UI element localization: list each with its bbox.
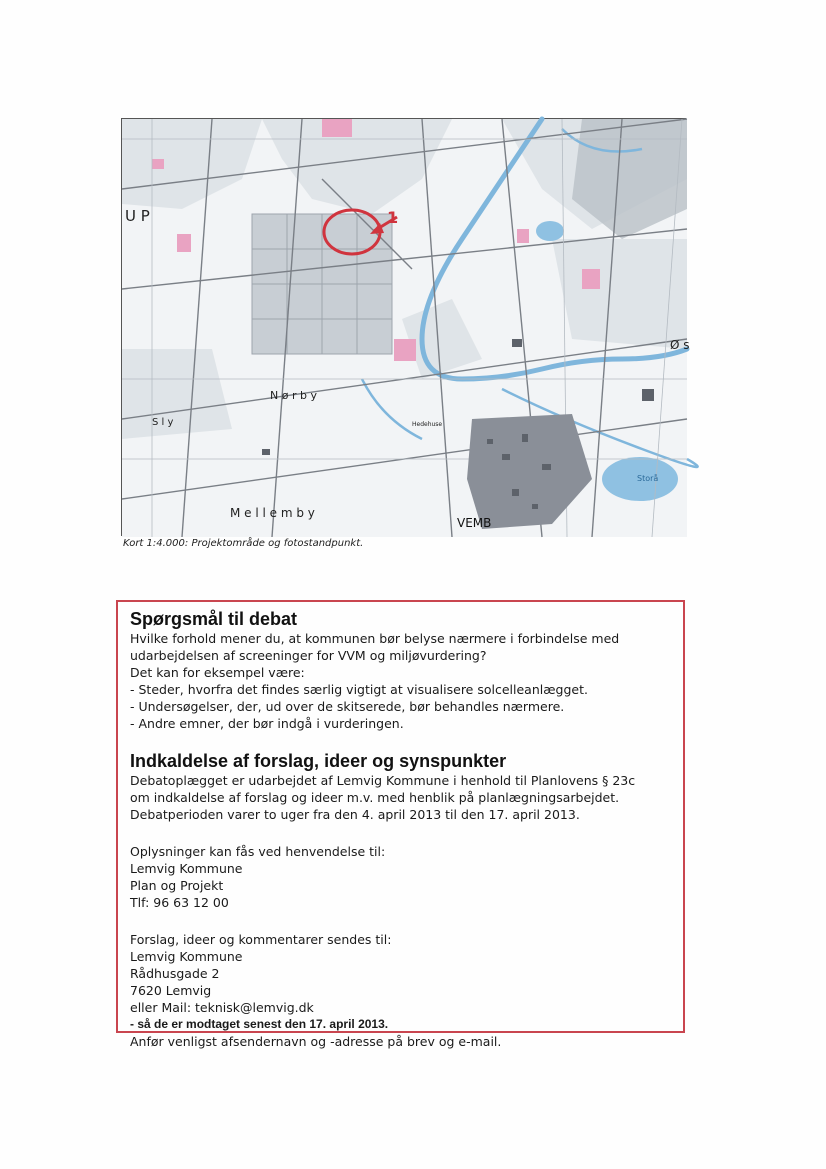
map-label-mellemby: M e l l e m b y (230, 506, 315, 520)
send-street: Rådhusgade 2 (130, 966, 220, 981)
debate-heading: Spørgsmål til debat (130, 609, 298, 629)
map-label-sly: S l y (152, 417, 174, 428)
debate-line: udarbejdelsen af screeninger for VVM og miljøvurdering? (130, 648, 487, 663)
call-line: Debatperioden varer to uger fra den 4. april 2013 til den 17. april 2013. (130, 807, 580, 822)
debate-line: - Undersøgelser, der, ud over de skitserede, bør behandles nærmere. (130, 699, 565, 714)
debate-box (116, 600, 685, 1049)
map-caption: Kort 1:4.000: Projektområde og fotostandpunkt. (123, 538, 364, 549)
call-heading: Indkaldelse af forslag, ideer og synspunkter (130, 751, 507, 771)
debate-line: - Steder, hvorfra det findes særlig vigtigt at visualisere solcelleanlægget. (130, 682, 588, 697)
map-figure (121, 118, 690, 536)
debate-line: - Andre emner, der bør indgå i vurderingen. (130, 716, 404, 731)
send-intro: Forslag, ideer og kommentarer sendes til: (130, 932, 392, 947)
map-label-up: U P (125, 207, 150, 225)
call-line: om indkaldelse af forslag og ideer m.v. med henblik på planlægningsarbejdet. (130, 790, 620, 805)
map-plantation (252, 214, 392, 354)
debate-line: Hvilke forhold mener du, at kommunen bør belyse nærmere i forbindelse med (130, 631, 620, 646)
info-org: Lemvig Kommune (130, 861, 243, 876)
call-line: Debatoplægget er udarbejdet af Lemvig Kommune i henhold til Planlovens § 23c (130, 773, 636, 788)
send-city: 7620 Lemvig (130, 983, 212, 998)
send-mail: eller Mail: teknisk@lemvig.dk (130, 1000, 314, 1015)
map-label-hedehuse: Hedehuse (412, 421, 443, 428)
map-label-storaa: Storå (637, 474, 659, 483)
debate-line: Det kan for eksempel være: (130, 665, 305, 680)
info-phone: Tlf: 96 63 12 00 (130, 895, 229, 910)
info-dept: Plan og Projekt (130, 878, 224, 893)
send-note: Anfør venligst afsendernavn og -adresse på brev og e-mail. (130, 1034, 502, 1049)
map-label-norby: N ø r b y (270, 389, 317, 402)
map-image (122, 119, 690, 537)
send-deadline: - så de er modtaget senest den 17. april 2013. (130, 1017, 389, 1031)
map-label-os: Ø s (670, 338, 690, 352)
send-org: Lemvig Kommune (130, 949, 243, 964)
map-label-vemb: VEMB (457, 516, 492, 530)
info-intro: Oplysninger kan fås ved henvendelse til: (130, 844, 386, 859)
map-marker-label: 1 (387, 208, 399, 227)
